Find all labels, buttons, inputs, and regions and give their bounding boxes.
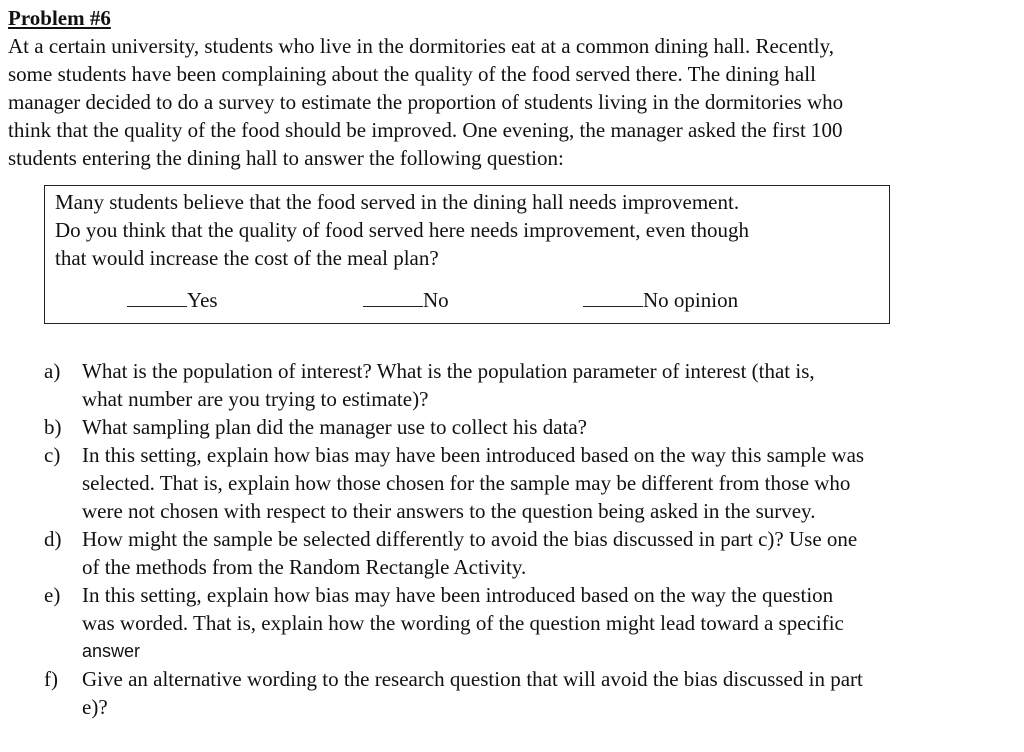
option-label: No opinion — [643, 288, 739, 312]
question-marker: e) — [44, 583, 61, 607]
question-line: What is the population of interest? What is the population parameter of interest (that is, — [82, 359, 815, 383]
intro-paragraph — [8, 32, 1008, 172]
question-line: what number are you trying to estimate)? — [82, 387, 429, 411]
question-line: e)? — [82, 695, 108, 719]
survey-question — [55, 188, 749, 272]
question-text — [82, 413, 1004, 441]
question-list — [44, 357, 1004, 721]
question-line: Give an alternative wording to the research question that will avoid the bias discussed in part — [82, 667, 863, 691]
question-b — [44, 413, 1004, 441]
question-marker: d) — [44, 527, 62, 551]
question-line: selected. That is, explain how those chosen for the sample may be different from those who — [82, 471, 851, 495]
option-label: Yes — [187, 288, 218, 312]
question-line: What sampling plan did the manager use to collect his data? — [82, 415, 588, 439]
intro-line: manager decided to do a survey to estimate the proportion of students living in the dormitories who — [8, 90, 844, 114]
question-marker: f) — [44, 667, 58, 691]
survey-options — [45, 286, 889, 314]
question-text — [82, 441, 1004, 525]
question-line: In this setting, explain how bias may have been introduced based on the way the question — [82, 583, 834, 607]
option-no-opinion — [583, 286, 738, 314]
survey-question-line: Many students believe that the food served in the dining hall needs improvement. — [55, 190, 740, 214]
question-marker: b) — [44, 415, 62, 439]
intro-line: At a certain university, students who live in the dormitories eat at a common dining hall. Recently, — [8, 34, 834, 58]
survey-question-line: that would increase the cost of the meal plan? — [55, 246, 439, 270]
option-yes — [127, 286, 218, 314]
option-no — [363, 286, 449, 314]
intro-line: some students have been complaining about the quality of the food served there. The dining hall — [8, 62, 816, 86]
question-text — [82, 665, 1004, 721]
question-marker: c) — [44, 443, 61, 467]
answer-blank — [127, 288, 187, 307]
question-e — [44, 581, 1004, 665]
question-line: of the methods from the Random Rectangle Activity. — [82, 555, 527, 579]
question-line: were not chosen with respect to their answers to the question being asked in the survey. — [82, 499, 816, 523]
option-label: No — [423, 288, 449, 312]
question-marker: a) — [44, 359, 61, 383]
answer-blank — [363, 288, 423, 307]
question-a — [44, 357, 1004, 413]
intro-line: students entering the dining hall to answer the following question: — [8, 146, 564, 170]
question-text — [82, 581, 1004, 665]
survey-question-line: Do you think that the quality of food served here needs improvement, even though — [55, 218, 749, 242]
intro-line: think that the quality of the food should be improved. One evening, the manager asked the first 100 — [8, 118, 843, 142]
question-text — [82, 525, 1004, 581]
question-f — [44, 665, 1004, 721]
question-d — [44, 525, 1004, 581]
problem-title: Problem #6 — [8, 6, 111, 30]
question-line: was worded. That is, explain how the wording of the question might lead toward a specific — [82, 611, 844, 635]
question-line: How might the sample be selected differently to avoid the bias discussed in part c)? Use one — [82, 527, 858, 551]
survey-question-box — [44, 185, 890, 324]
question-line: answer — [82, 641, 141, 661]
question-c — [44, 441, 1004, 525]
answer-blank — [583, 288, 643, 307]
question-line: In this setting, explain how bias may have been introduced based on the way this sample was — [82, 443, 865, 467]
question-text — [82, 357, 1004, 413]
